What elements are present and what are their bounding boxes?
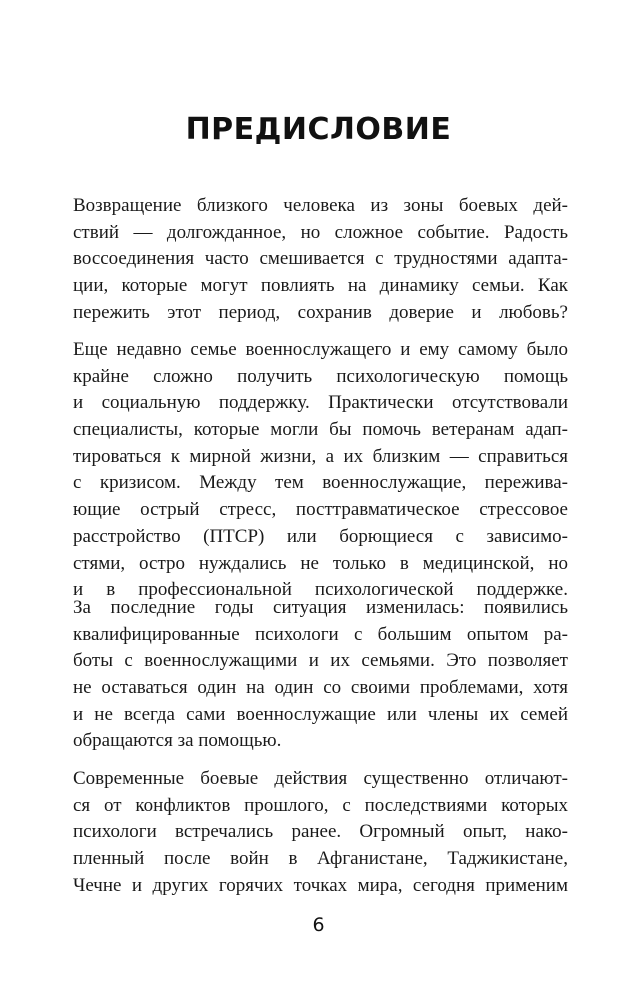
text-line: За последние годы ситуация изменилась: появились [73,597,568,618]
text-line: не оставаться один на один со своими проблемами, хотя [73,677,568,699]
text-line: пережить этот период, сохранив доверие и любовь? [73,301,568,323]
text-line: обращаются за помощью. [73,730,282,752]
text-line: Возвращение близкого человека из зоны боевых дей- [73,195,568,216]
paragraph-1 [73,193,568,326]
text-line: и не всегда сами военнослужащие или члены их семей [73,703,568,725]
text-line: расстройство (ПТСР) или борющиеся с зависимо- [73,525,568,547]
paragraph-3 [73,595,568,755]
text-line: специалисты, которые могли бы помочь ветеранам адап- [73,419,568,441]
text-line: стями, остро нуждались не только в медицинской, но [73,552,568,574]
text-line: ющие острый стресс, посттравматическое стрессовое [73,499,568,521]
text-line: с кризисом. Между тем военнослужащие, пережива- [73,472,568,494]
text-line: воссоединения часто смешивается с трудностями адапта- [73,248,568,270]
chapter-title: ПРЕДИСЛОВИЕ [185,112,452,147]
text-line: и в профессиональной психологической поддержке. [73,579,568,601]
text-line: ствий — долгожданное, но сложное событие. Радость [73,221,568,243]
paragraph-4 [73,766,568,899]
text-line: тироваться к мирной жизни, а их близким — справиться [73,445,568,467]
text-line: боты с военнослужащими и их семьями. Это позволяет [73,650,568,672]
text-line: и социальную поддержку. Практически отсутствовали [73,392,568,414]
text-line: квалифицированные психологи с большим опытом ра- [73,623,568,645]
page-number: 6 [312,914,325,936]
text-line: ся от конфликтов прошлого, с последствиями которых [73,794,568,816]
text-line: крайне сложно получить психологическую помощь [73,365,568,387]
text-line: пленный после войн в Афганистане, Таджикистане, [73,848,568,870]
text-line: ции, которые могут повлиять на динамику семьи. Как [73,275,568,297]
text-line: Современные боевые действия существенно отличают- [73,768,568,789]
text-line: психологи встречались ранее. Огромный опыт, нако- [73,821,568,843]
text-line: Еще недавно семье военнослужащего и ему самому было [73,339,568,360]
text-line: Чечне и других горячих точках мира, сегодня применим [73,874,568,896]
paragraph-2 [73,337,568,604]
